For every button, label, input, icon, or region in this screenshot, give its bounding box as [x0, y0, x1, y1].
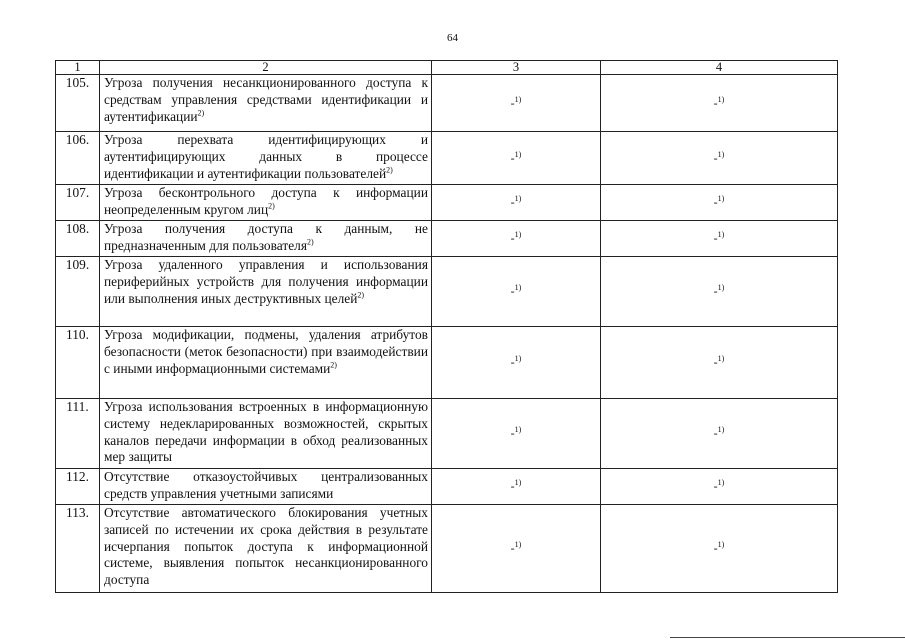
- threat-description: Угроза перехвата идентифицирующих и аутентифицирующих данных в процессе идентификации и аутентификации пользователей$^{2)}$: [100, 132, 432, 185]
- threat-description: Угроза получения несанкционированного доступа к средствам управления средствами идентификации и аутентификации$^{2)}$: [100, 75, 432, 132]
- column-header-1: 1: [56, 61, 100, 75]
- column-3-value: -$^{1)}$: [432, 257, 601, 327]
- footnote-divider-line: [670, 637, 905, 638]
- row-number: 113.: [56, 505, 100, 593]
- threat-description: Угроза бесконтрольного доступа к информации неопределенным кругом лиц$^{2)}$: [100, 185, 432, 221]
- column-3-value: -$^{1)}$: [432, 469, 601, 505]
- row-number: 105.: [56, 75, 100, 132]
- row-number: 109.: [56, 257, 100, 327]
- column-3-value: -$^{1)}$: [432, 132, 601, 185]
- threat-description: Угроза использования встроенных в информационную систему недекларированных возможностей, скрытых каналов передачи информации в обход реализованных мер защиты: [100, 399, 432, 469]
- column-3-value: -$^{1)}$: [432, 75, 601, 132]
- table-row: [56, 469, 838, 505]
- footnote-marker: 2): [330, 360, 337, 370]
- footnote-marker: 2): [307, 237, 314, 247]
- column-4-value: -$^{1)}$: [601, 505, 838, 593]
- row-number: 107.: [56, 185, 100, 221]
- table-row: [56, 132, 838, 185]
- table-row: [56, 505, 838, 593]
- row-number: 110.: [56, 327, 100, 399]
- column-4-value: -$^{1)}$: [601, 327, 838, 399]
- row-number: 111.: [56, 399, 100, 469]
- footnote-marker: 2): [386, 165, 393, 175]
- threat-description: Отсутствие автоматического блокирования учетных записей по истечении их срока действия в результате исчерпания попыток доступа к информационной системе, выявления попыток несанкционированного доступа: [100, 505, 432, 593]
- threat-description: Угроза получения доступа к данным, не предназначенным для пользователя$^{2)}$: [100, 221, 432, 257]
- column-4-value: -$^{1)}$: [601, 185, 838, 221]
- column-4-value: -$^{1)}$: [601, 469, 838, 505]
- table-header-row: [56, 61, 838, 75]
- column-3-value: -$^{1)}$: [432, 505, 601, 593]
- footnote-marker: 2): [268, 201, 275, 211]
- table-row: [56, 257, 838, 327]
- column-header-4: 4: [601, 61, 838, 75]
- column-header-2: 2: [100, 61, 432, 75]
- threat-description: Угроза удаленного управления и использования периферийных устройств для получения информации или выполнения иных деструктивных целей$^{2)}$: [100, 257, 432, 327]
- column-3-value: -$^{1)}$: [432, 185, 601, 221]
- footnote-marker: 2): [197, 108, 205, 118]
- column-4-value: -$^{1)}$: [601, 221, 838, 257]
- table-row: [56, 399, 838, 469]
- column-4-value: -$^{1)}$: [601, 75, 838, 132]
- column-4-value: -$^{1)}$: [601, 132, 838, 185]
- row-number: 112.: [56, 469, 100, 505]
- threat-description: Отсутствие отказоустойчивых централизованных средств управления учетными записями: [100, 469, 432, 505]
- page-number: 64: [447, 32, 458, 44]
- threats-table: [55, 60, 838, 593]
- column-3-value: -$^{1)}$: [432, 221, 601, 257]
- row-number: 106.: [56, 132, 100, 185]
- column-3-value: -$^{1)}$: [432, 327, 601, 399]
- footnote-marker: 2): [357, 290, 365, 300]
- column-header-3: 3: [432, 61, 601, 75]
- table-row: [56, 327, 838, 399]
- threat-description: Угроза модификации, подмены, удаления атрибутов безопасности (меток безопасности) при взаимодействии с иными информационными системами$^{2)}$: [100, 327, 432, 399]
- table-row: [56, 75, 838, 132]
- row-number: 108.: [56, 221, 100, 257]
- column-3-value: -$^{1)}$: [432, 399, 601, 469]
- table-row: [56, 221, 838, 257]
- column-4-value: -$^{1)}$: [601, 399, 838, 469]
- column-4-value: -$^{1)}$: [601, 257, 838, 327]
- table-row: [56, 185, 838, 221]
